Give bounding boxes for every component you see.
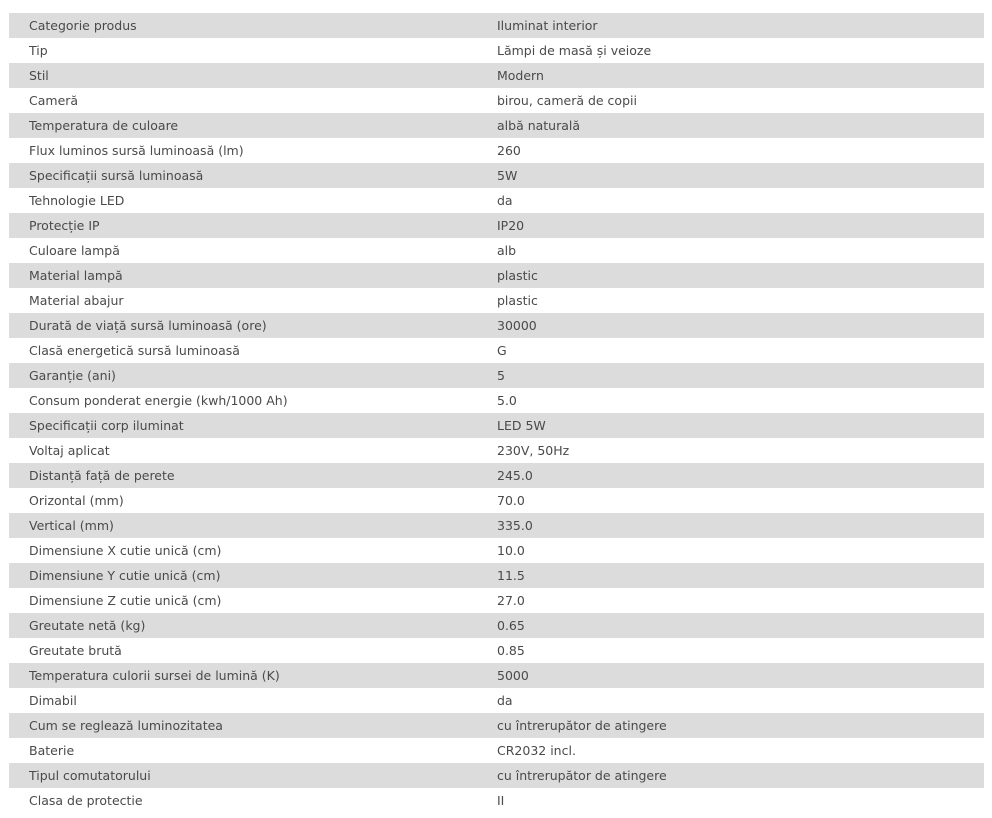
spec-label: Temperatura culorii sursei de lumină (K) xyxy=(9,663,477,688)
spec-row xyxy=(9,363,984,388)
spec-value: 230V, 50Hz xyxy=(477,438,984,463)
spec-row xyxy=(9,88,984,113)
spec-label: Specificații corp iluminat xyxy=(9,413,477,438)
spec-value: CR2032 incl. xyxy=(477,738,984,763)
spec-row xyxy=(9,613,984,638)
spec-value: Lămpi de masă și veioze xyxy=(477,38,984,63)
spec-label: Culoare lampă xyxy=(9,238,477,263)
spec-label: Categorie produs xyxy=(9,13,477,38)
spec-row xyxy=(9,138,984,163)
spec-label: Voltaj aplicat xyxy=(9,438,477,463)
spec-row xyxy=(9,538,984,563)
spec-row xyxy=(9,238,984,263)
spec-row xyxy=(9,488,984,513)
spec-row xyxy=(9,413,984,438)
spec-value: alb xyxy=(477,238,984,263)
spec-value: cu întrerupător de atingere xyxy=(477,763,984,788)
spec-label: Distanță față de perete xyxy=(9,463,477,488)
spec-row xyxy=(9,663,984,688)
spec-value: 10.0 xyxy=(477,538,984,563)
spec-row xyxy=(9,13,984,38)
spec-label: Dimensiune Z cutie unică (cm) xyxy=(9,588,477,613)
spec-label: Specificații sursă luminoasă xyxy=(9,163,477,188)
specifications-table xyxy=(9,13,984,813)
spec-row xyxy=(9,588,984,613)
spec-value: 335.0 xyxy=(477,513,984,538)
spec-value: 245.0 xyxy=(477,463,984,488)
spec-row xyxy=(9,163,984,188)
spec-label: Baterie xyxy=(9,738,477,763)
spec-row xyxy=(9,313,984,338)
spec-value: 11.5 xyxy=(477,563,984,588)
spec-label: Cum se reglează luminozitatea xyxy=(9,713,477,738)
spec-label: Durată de viață sursă luminoasă (ore) xyxy=(9,313,477,338)
spec-row xyxy=(9,263,984,288)
spec-row xyxy=(9,738,984,763)
spec-row xyxy=(9,713,984,738)
spec-value: 5W xyxy=(477,163,984,188)
specifications-body xyxy=(9,13,984,813)
spec-row xyxy=(9,638,984,663)
spec-label: Temperatura de culoare xyxy=(9,113,477,138)
spec-row xyxy=(9,438,984,463)
spec-value: da xyxy=(477,188,984,213)
spec-row xyxy=(9,63,984,88)
spec-value: 0.65 xyxy=(477,613,984,638)
spec-label: Clasă energetică sursă luminoasă xyxy=(9,338,477,363)
spec-label: Cameră xyxy=(9,88,477,113)
spec-label: Stil xyxy=(9,63,477,88)
spec-row xyxy=(9,38,984,63)
spec-row xyxy=(9,113,984,138)
spec-row xyxy=(9,213,984,238)
spec-value: G xyxy=(477,338,984,363)
spec-value: IP20 xyxy=(477,213,984,238)
spec-row xyxy=(9,788,984,813)
spec-row xyxy=(9,463,984,488)
spec-label: Tipul comutatorului xyxy=(9,763,477,788)
spec-row xyxy=(9,763,984,788)
spec-label: Dimabil xyxy=(9,688,477,713)
spec-label: Material lampă xyxy=(9,263,477,288)
spec-value: 5.0 xyxy=(477,388,984,413)
spec-value: birou, cameră de copii xyxy=(477,88,984,113)
spec-label: Orizontal (mm) xyxy=(9,488,477,513)
spec-label: Consum ponderat energie (kwh/1000 Ah) xyxy=(9,388,477,413)
spec-value: 5000 xyxy=(477,663,984,688)
spec-value: II xyxy=(477,788,984,813)
spec-value: Modern xyxy=(477,63,984,88)
spec-label: Tehnologie LED xyxy=(9,188,477,213)
spec-label: Flux luminos sursă luminoasă (lm) xyxy=(9,138,477,163)
spec-value: da xyxy=(477,688,984,713)
spec-label: Clasa de protectie xyxy=(9,788,477,813)
spec-row xyxy=(9,388,984,413)
spec-value: 0.85 xyxy=(477,638,984,663)
spec-label: Vertical (mm) xyxy=(9,513,477,538)
spec-label: Dimensiune Y cutie unică (cm) xyxy=(9,563,477,588)
spec-label: Dimensiune X cutie unică (cm) xyxy=(9,538,477,563)
spec-value: cu întrerupător de atingere xyxy=(477,713,984,738)
spec-value: LED 5W xyxy=(477,413,984,438)
spec-value: plastic xyxy=(477,288,984,313)
spec-row xyxy=(9,288,984,313)
spec-label: Greutate brută xyxy=(9,638,477,663)
spec-value: 70.0 xyxy=(477,488,984,513)
spec-row xyxy=(9,338,984,363)
spec-label: Garanție (ani) xyxy=(9,363,477,388)
spec-value: 27.0 xyxy=(477,588,984,613)
spec-value: 260 xyxy=(477,138,984,163)
spec-row xyxy=(9,513,984,538)
spec-label: Greutate netă (kg) xyxy=(9,613,477,638)
spec-value: Iluminat interior xyxy=(477,13,984,38)
spec-value: plastic xyxy=(477,263,984,288)
spec-value: albă naturală xyxy=(477,113,984,138)
spec-row xyxy=(9,688,984,713)
spec-label: Protecție IP xyxy=(9,213,477,238)
spec-row xyxy=(9,563,984,588)
spec-label: Tip xyxy=(9,38,477,63)
spec-label: Material abajur xyxy=(9,288,477,313)
spec-value: 30000 xyxy=(477,313,984,338)
spec-value: 5 xyxy=(477,363,984,388)
spec-row xyxy=(9,188,984,213)
